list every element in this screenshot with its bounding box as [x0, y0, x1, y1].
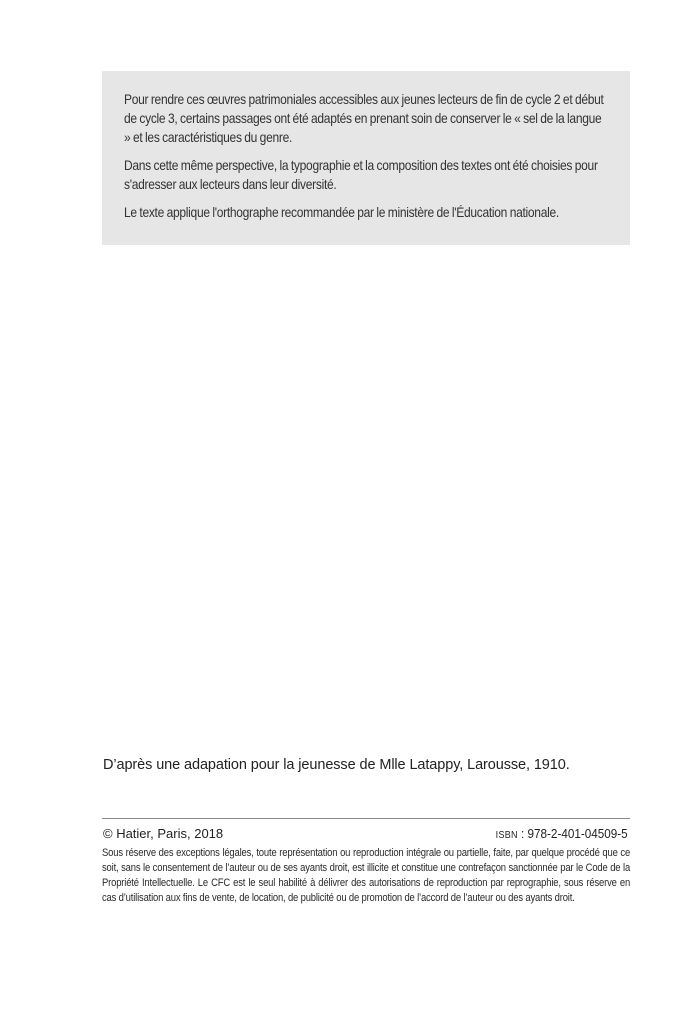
- notice-paragraph-adaptation: Pour rendre ces œuvres patrimoniales accessibles aux jeunes lecteurs de fin de cycle 2 et début de cycle 3, certains passages ont été adaptés en prenant soin de conserver le « sel de la langue » et les caractéristiques du genre.: [124, 91, 604, 145]
- copyright-notice: © Hatier, Paris, 2018: [103, 826, 224, 841]
- legal-notice: [102, 846, 630, 906]
- isbn: [496, 826, 628, 841]
- legal-notice-text: Sous réserve des exceptions légales, toute représentation ou reproduction intégrale ou partielle, faite, par quelque procédé que ce soit, sans le consentement de l’auteur ou de ses ayants droit, est illicite et constitue une contrefaçon sanctionnée par le Code de la Propriété Intellectuelle. Le CFC est le seul habilité à délivrer des autorisations de reproduction par reprographie, sous réserve en cas d’utilisation aux fins de vente, de location, de publicité ou de promotion de l’accord de l’auteur ou des ayants droit.: [102, 847, 631, 904]
- divider: [102, 818, 630, 819]
- notice-paragraph-typography: Dans cette même perspective, la typographie et la composition des textes ont été choisies pour s'adresser aux lecteurs dans leur diversité.: [124, 157, 598, 192]
- adaptation-notice-box: [102, 71, 630, 245]
- source-credit: D’après une adapation pour la jeunesse de Mlle Latappy, Larousse, 1910.: [103, 757, 570, 773]
- copyright-row: [102, 826, 630, 844]
- isbn-value: : 978-2-401-04509-5: [518, 826, 628, 841]
- notice-paragraph-orthography: Le texte applique l'orthographe recommandée par le ministère de l'Éducation nationale.: [124, 204, 559, 220]
- isbn-label: ISBN: [495, 830, 519, 841]
